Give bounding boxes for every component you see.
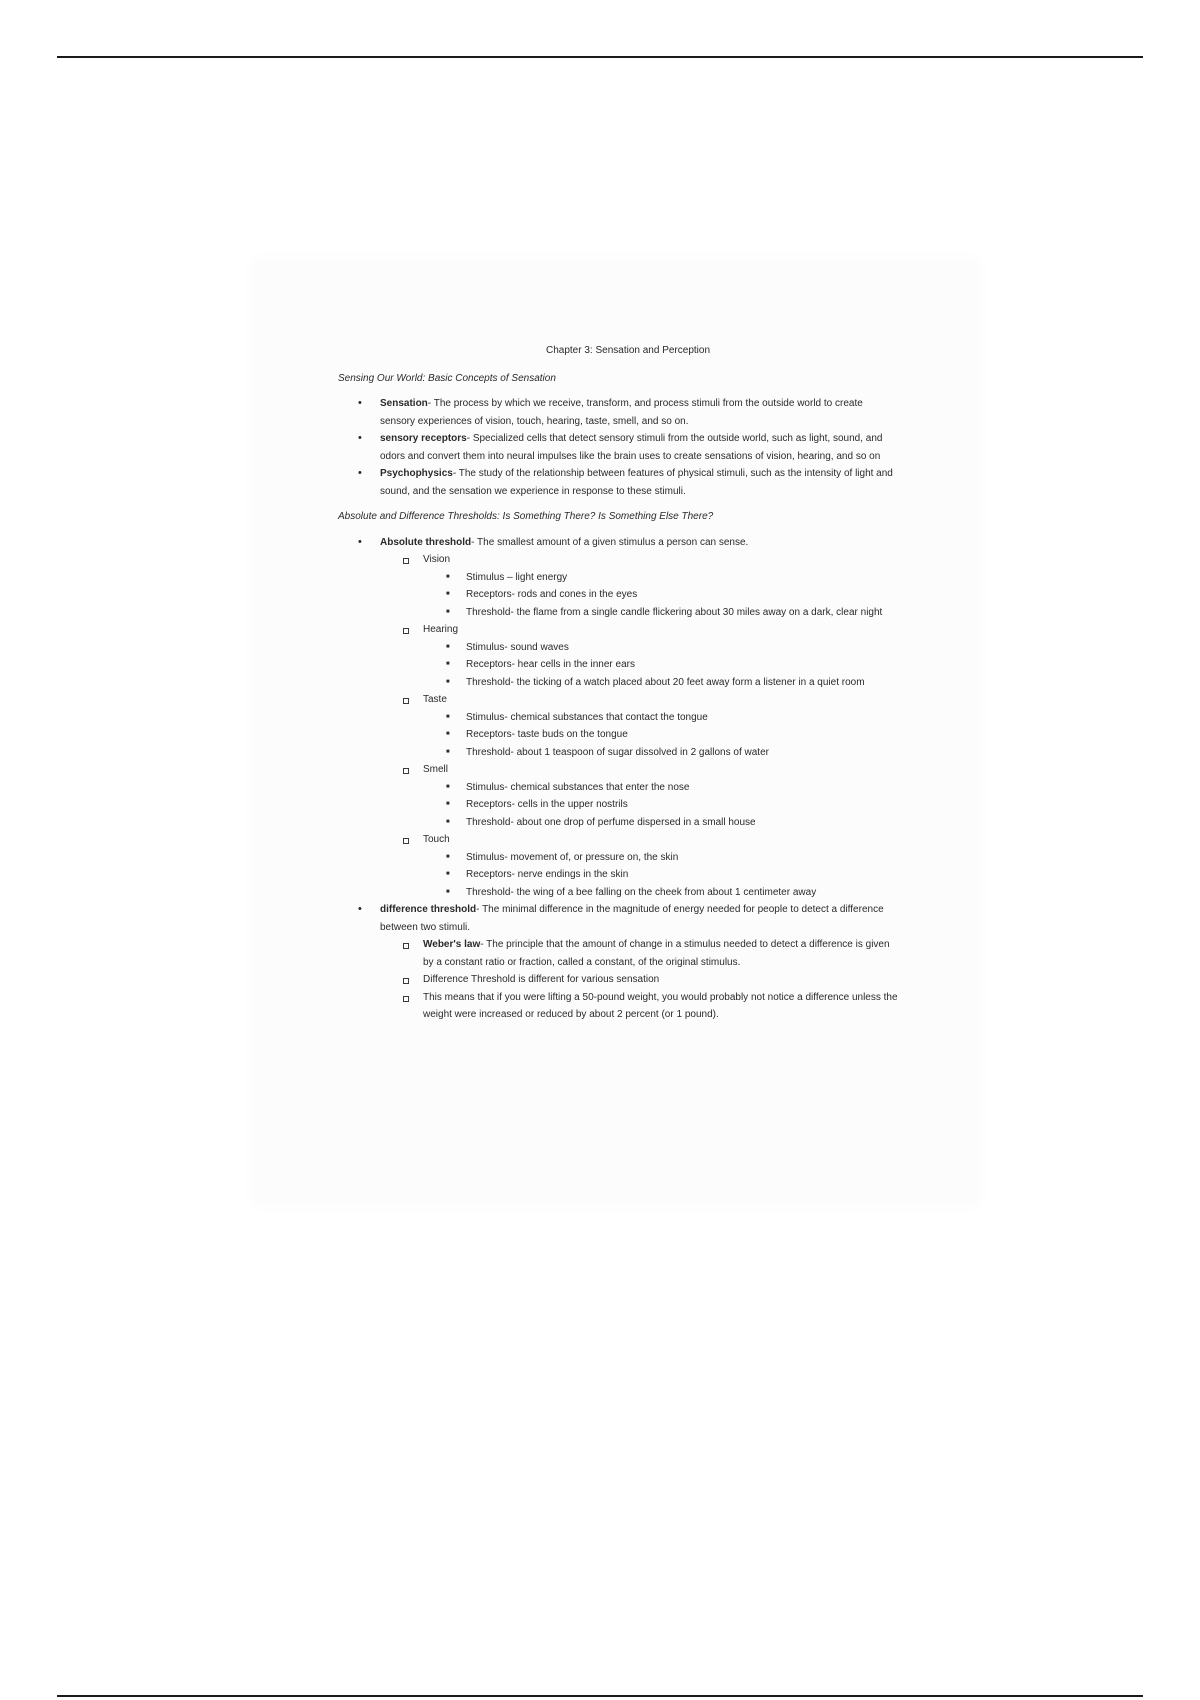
detail-item: ■ Threshold- the flame from a single candle flickering about 30 miles away on a dark, clear night <box>423 604 898 622</box>
detail-item: ■ Threshold- the wing of a bee falling on the cheek from about 1 centimeter away <box>423 884 898 902</box>
detail-item: ■ Stimulus – light energy <box>423 569 898 587</box>
sense-details <box>423 639 898 692</box>
sensation-concepts-list <box>338 395 898 500</box>
term-difference-threshold: difference threshold <box>380 904 477 915</box>
term-absolute-threshold: Absolute threshold <box>380 536 472 548</box>
sense-name: Smell <box>423 764 449 775</box>
sense-item-touch <box>380 831 898 901</box>
detail-item: ■ Receptors- hear cells in the inner ears <box>423 656 898 674</box>
sense-name: Hearing <box>423 624 459 635</box>
difference-notes-list <box>380 936 898 1024</box>
sense-item-taste <box>380 691 898 761</box>
detail-item: ■ Receptors- taste buds on the tongue <box>423 726 898 744</box>
bottom-rule <box>57 1695 1143 1697</box>
spacer <box>338 500 898 508</box>
sense-item-vision <box>380 551 898 621</box>
definition-text: - The study of the relationship between features of physical stimuli, such as the intensity of light and sound, and the sensation we experience in response to these stimuli. <box>380 468 893 497</box>
list-item <box>338 534 898 902</box>
sense-name: Taste <box>423 694 447 705</box>
sense-item-smell <box>380 761 898 831</box>
definition-text: - The minimal difference in the magnitude of energy needed for people to detect a difference between two stimuli. <box>380 904 884 933</box>
definition-text: - Specialized cells that detect sensory stimuli from the outside world, such as light, sound, and odors and convert them into neural impulses like the brain uses to create sensations of vision, hearing, and so on <box>380 433 883 462</box>
list-item <box>338 430 898 465</box>
sense-details <box>423 709 898 762</box>
sense-name: Vision <box>423 554 451 565</box>
thresholds-list <box>338 534 898 1024</box>
detail-item: ■ Threshold- about one drop of perfume dispersed in a small house <box>423 814 898 832</box>
sense-details <box>423 849 898 902</box>
term-webers-law: Weber's law <box>423 939 481 950</box>
note-item: Difference Threshold is different for various sensation <box>380 971 898 989</box>
term-sensation: Sensation <box>380 398 428 409</box>
top-rule <box>57 56 1143 58</box>
sense-details <box>423 779 898 832</box>
definition-text: - The smallest amount of a given stimulus a person can sense. <box>471 536 749 548</box>
document-body <box>338 342 898 1024</box>
detail-item: ■ Stimulus- chemical substances that contact the tongue <box>423 709 898 727</box>
detail-item: ■ Receptors- cells in the upper nostrils <box>423 796 898 814</box>
list-item <box>338 395 898 430</box>
document-title: Chapter 3: Sensation and Perception <box>546 345 710 356</box>
note-item: This means that if you were lifting a 50-pound weight, you would probably not notice a difference unless the weight were increased or reduced by about 2 percent (or 1 pound). <box>380 989 898 1024</box>
section-heading-thresholds: Absolute and Difference Thresholds: Is Something There? Is Something Else There? <box>338 511 714 522</box>
definition-text: - The principle that the amount of change in a stimulus needed to detect a difference is given by a constant ratio or fraction, called a constant, of the original stimulus. <box>423 939 890 968</box>
detail-item: ■ Receptors- rods and cones in the eyes <box>423 586 898 604</box>
webers-law-item <box>380 936 898 971</box>
detail-item: ■ Stimulus- movement of, or pressure on, the skin <box>423 849 898 867</box>
list-item <box>338 465 898 500</box>
term-psychophysics: Psychophysics <box>380 468 453 479</box>
sense-item-hearing <box>380 621 898 691</box>
definition-text: - The process by which we receive, transform, and process stimuli from the outside world to create sensory experiences of vision, touch, hearing, taste, smell, and so on. <box>380 398 863 427</box>
detail-item: ■ Threshold- about 1 teaspoon of sugar dissolved in 2 gallons of water <box>423 744 898 762</box>
sense-name: Touch <box>423 834 450 845</box>
section-heading-sensing: Sensing Our World: Basic Concepts of Sensation <box>338 372 556 384</box>
term-sensory-receptors: sensory receptors <box>380 433 467 444</box>
detail-item: ■ Stimulus- chemical substances that enter the nose <box>423 779 898 797</box>
list-item <box>338 901 898 1024</box>
senses-list <box>380 551 898 901</box>
detail-item: ■ Receptors- nerve endings in the skin <box>423 866 898 884</box>
detail-item: ■ Stimulus- sound waves <box>423 639 898 657</box>
sense-details <box>423 569 898 622</box>
detail-item: ■ Threshold- the ticking of a watch placed about 20 feet away form a listener in a quiet room <box>423 674 898 692</box>
